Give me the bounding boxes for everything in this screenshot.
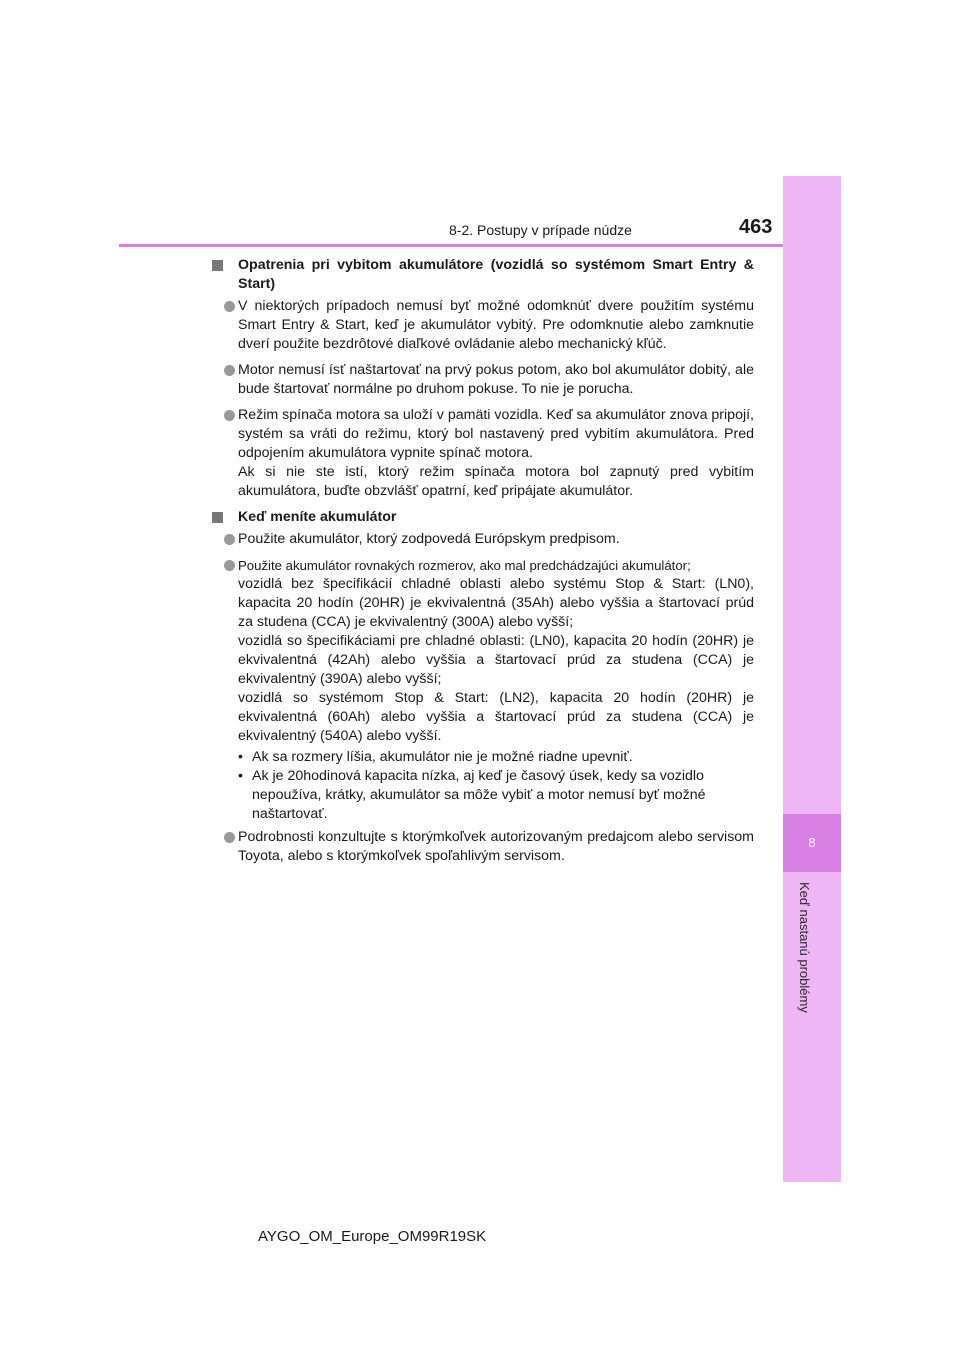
paragraph: Ak si nie ste istí, ktorý režim spínača motora bol zapnutý pred vybitím akumulátora, buďte obzvlášť opatrní, keď pripájate akumulátor. <box>238 464 754 499</box>
paragraph: Použite akumulátor, ktorý zodpovedá Európskym predpisom. <box>238 531 620 547</box>
paragraph: Motor nemusí ísť naštartovať na prvý pokus potom, ako bol akumulátor dobitý, ale bude štartovať normálne po druhom pokuse. To nie je porucha. <box>238 362 754 397</box>
list-item <box>212 556 754 746</box>
page-number: 463 <box>739 216 773 238</box>
sub-list <box>212 748 754 824</box>
list-item <box>212 361 754 399</box>
section-heading: Opatrenia pri vybitom akumulátore (vozidlá so systémom Smart Entry & Start) <box>212 256 754 294</box>
circle-bullet-icon <box>224 534 235 545</box>
paragraph: vozidlá so špecifikáciami pre chladné oblasti: (LN0), kapacita 20 hodín (20HR) je ekvivalentná (42Ah) alebo vyššia a štartovací prúd za studena (CCA) je ekvivalentný (390A) alebo vyšší; <box>238 633 754 687</box>
paragraph: Podrobnosti konzultujte s ktorýmkoľvek autorizovaným predajcom alebo servisom Toyota, alebo s ktorýmkoľvek spoľahlivým servisom. <box>238 829 754 864</box>
list-item <box>212 297 754 354</box>
header-divider <box>119 244 783 247</box>
paragraph: V niektorých prípadoch nemusí byť možné odomknúť dvere použitím systému Smart Entry & Start, keď je akumulátor vybitý. Pre odomknutie alebo zamknutie dverí použite bezdrôtové diaľkové ovládanie alebo mechanický kľúč. <box>238 298 754 352</box>
circle-bullet-icon <box>224 560 235 571</box>
circle-bullet-icon <box>224 832 235 843</box>
chapter-label: Keď nastanú problémy <box>797 882 812 1013</box>
square-bullet-icon <box>212 512 223 523</box>
paragraph: Použite akumulátor rovnakých rozmerov, ako mal predchádzajúci akumulátor; <box>238 558 691 573</box>
square-bullet-icon <box>212 260 223 271</box>
circle-bullet-icon <box>224 410 235 421</box>
paragraph: vozidlá so systémom Stop & Start: (LN2), kapacita 20 hodín (20HR) je ekvivalentná (60Ah) alebo vyššia a štartovací prúd za studena (CCA) je ekvivalentný (540A) alebo vyšší. <box>238 690 754 744</box>
paragraph: Režim spínača motora sa uloží v pamäti vozidla. Keď sa akumulátor znova pripojí, systém sa vráti do režimu, ktorý bol nastavený pred vybitím akumulátora. Pred odpojením akumulátora vypnite spínač motora. <box>238 407 754 461</box>
chapter-number: 8 <box>808 835 816 850</box>
document-code: AYGO_OM_Europe_OM99R19SK <box>258 1228 487 1245</box>
circle-bullet-icon <box>224 301 235 312</box>
paragraph: vozidlá bez špecifikácií chladné oblasti alebo systému Stop & Start: (LN0), kapacita 20 hodín (20HR) je ekvivalentná (35Ah) alebo vyššia a štartovací prúd za studena (CCA) je ekvivalentný (300A) alebo vyšší; <box>238 576 754 630</box>
section-heading: Keď meníte akumulátor <box>212 508 754 527</box>
chapter-side-tab <box>783 176 841 1182</box>
page-content <box>212 256 754 873</box>
list-item <box>212 828 754 866</box>
circle-bullet-icon <box>224 365 235 376</box>
sub-list-item: • Ak sa rozmery líšia, akumulátor nie je možné riadne upevniť. <box>238 749 633 765</box>
section-title: 8-2. Postupy v prípade núdze <box>449 222 632 238</box>
chapter-number-tab[interactable] <box>783 814 841 872</box>
list-item <box>212 530 754 549</box>
list-item <box>212 406 754 501</box>
sub-list-item: • Ak je 20hodinová kapacita nízka, aj keď je časový úsek, kedy sa vozidlo nepoužíva, krátky, akumulátor sa môže vybiť a motor nemusí byť možné naštartovať. <box>238 768 706 822</box>
